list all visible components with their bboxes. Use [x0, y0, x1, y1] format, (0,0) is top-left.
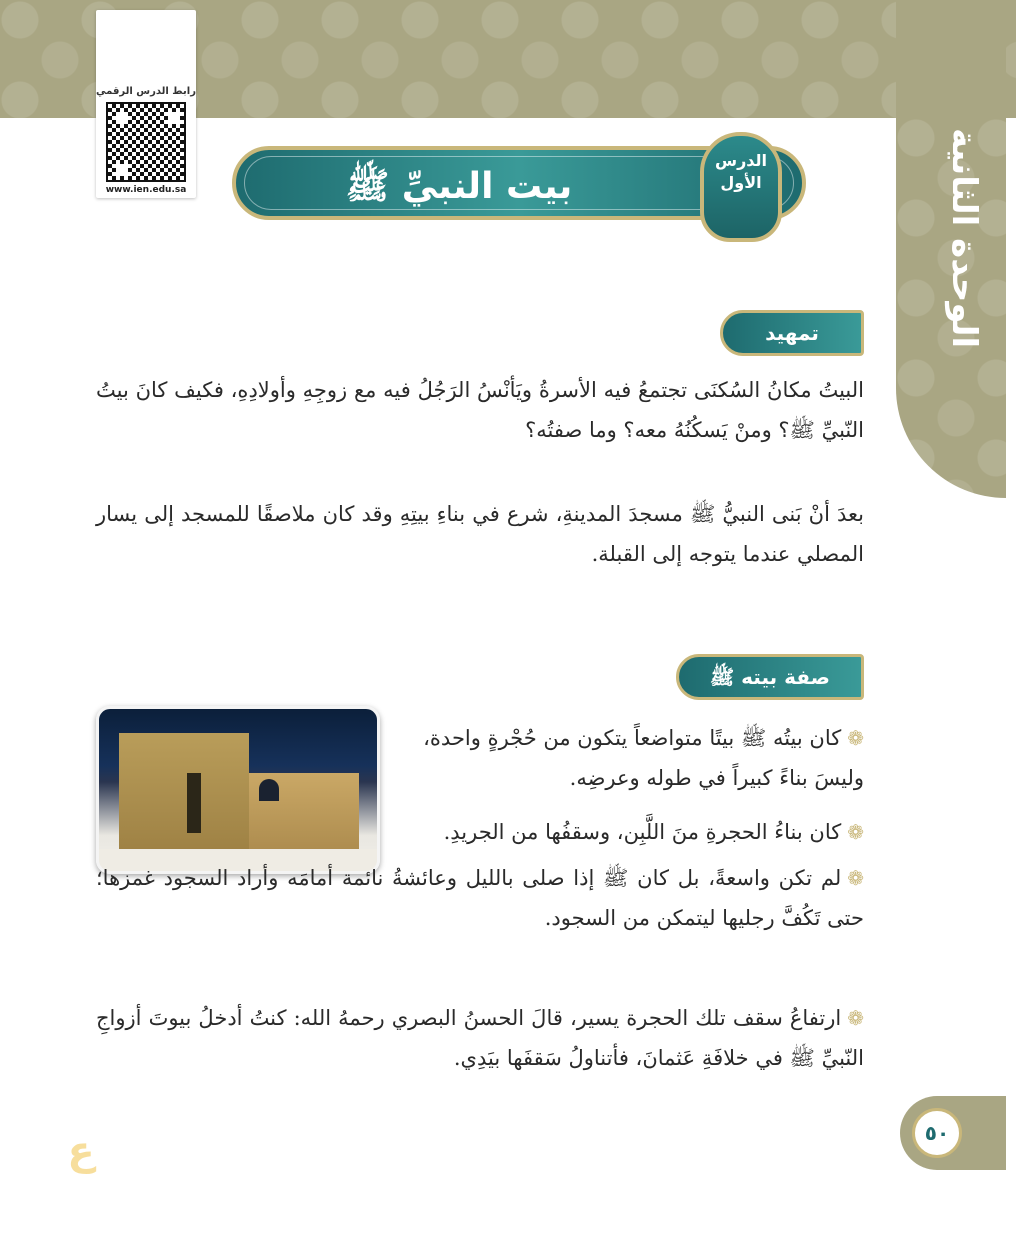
bullet-star-icon: ❁	[847, 866, 864, 890]
photo-window	[259, 779, 279, 801]
paragraph-2: بعدَ أنْ بَنى النبيُّ ﷺ مسجدَ المدينةِ، شرع في بناءِ بيتِهِ وقد كان ملاصقًا للمسجد إلى يسار المصلي عندما يتوجه إلى القبلة.	[96, 502, 864, 566]
publisher-logo-icon: ع	[67, 1128, 95, 1174]
bullet-4-text: ارتفاعُ سقف تلك الحجرة يسير، قالَ الحسنُ البصري رحمهُ الله: كنتُ أدخلُ بيوتَ أزواجِ النّبيِّ ﷺ في خلافَةِ عَثمانَ، فأتناولُ سَقفَها بيَدِي.	[96, 1006, 864, 1070]
bullet-1-text: كان بيتُه ﷺ بيتًا متواضعاً يتكون من حُجْرةٍ واحدة، وليسَ بناءً كبيراً في طوله وعرضِه.	[423, 726, 864, 790]
photo-opening	[187, 773, 201, 833]
unit-tab-top	[896, 0, 1006, 118]
lesson-badge-line1: الدرس	[714, 151, 768, 170]
qr-url[interactable]: www.ien.edu.sa	[105, 185, 187, 195]
page-number: ٥٠	[912, 1108, 962, 1158]
intro-paragraph: البيتُ مكانُ السُكنَى تجتمعُ فيه الأسرةُ ويَأنْسُ الرَجُلُ فيه مع زوجِهِ وأولادِهِ، فكيف كانَ بيتُ النّبيِّ ﷺ؟ ومنْ يَسكُنُهُ معه؟ وما صفتُه؟	[96, 378, 864, 442]
qr-code-icon[interactable]	[106, 102, 186, 182]
bullet-3	[96, 858, 864, 938]
bullet-2	[396, 812, 864, 852]
bullet-3-text: لم تكن واسعةً، بل كان ﷺ إذا صلى بالليل وعائشةُ نائمة أمامَه وأراد السجود غمزها؛ حتى تَكُفَّ رجليها ليتمكن من السجود.	[96, 866, 864, 930]
lesson-title: بيت النبيِّ ﷺ	[345, 166, 573, 207]
bullet-star-icon: ❁	[847, 820, 864, 844]
section-heading-intro: تمهيد	[720, 310, 864, 356]
photo-wall-front	[119, 733, 249, 863]
bullet-star-icon: ❁	[847, 1006, 864, 1030]
unit-title: الوحدة الثانية	[944, 128, 984, 349]
qr-card[interactable]	[96, 10, 196, 198]
bullet-4	[96, 998, 864, 1078]
bullet-1	[396, 718, 864, 798]
bullet-2-text: كان بناءُ الحجرةِ منَ اللَّبِن، وسقفُها من الجريدِ.	[443, 820, 842, 844]
house-photo	[96, 706, 380, 874]
lesson-badge	[700, 132, 782, 242]
qr-caption: رابط الدرس الرقمي	[96, 86, 196, 97]
bullet-star-icon: ❁	[847, 726, 864, 750]
section-heading-house: صفة بيته ﷺ	[676, 654, 864, 700]
lesson-badge-line2: الأول	[720, 173, 762, 192]
